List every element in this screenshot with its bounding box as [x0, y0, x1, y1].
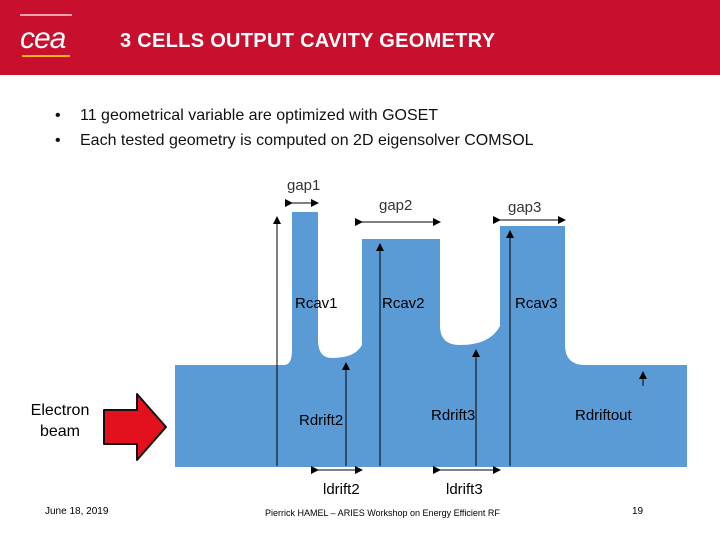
bullet-dot: • [55, 132, 61, 149]
footer-date: June 18, 2019 [45, 506, 109, 517]
bullet-text: 11 geometrical variable are optimized with GOSET [80, 107, 439, 124]
ldrift3-label: ldrift3 [446, 481, 483, 498]
rdrift2-label: Rdrift2 [299, 412, 344, 429]
rcav2-label: Rcav2 [382, 295, 425, 312]
bullet-text: Each tested geometry is computed on 2D eigensolver COMSOL [80, 132, 534, 149]
cavity-body [175, 212, 687, 467]
slide-title: 3 CELLS OUTPUT CAVITY GEOMETRY [120, 30, 496, 52]
bullet-dot: • [55, 107, 61, 124]
rdriftout-label: Rdriftout [575, 407, 632, 424]
page-number: 19 [632, 506, 644, 517]
electron-beam-arrow [104, 394, 166, 460]
rdrift3-label: Rdrift3 [431, 407, 476, 424]
gap1-label: gap1 [287, 177, 321, 194]
ldrift2-label: ldrift2 [323, 481, 360, 498]
gap2-label: gap2 [379, 197, 413, 214]
gap3-label: gap3 [508, 199, 542, 216]
rcav1-label: Rcav1 [295, 295, 338, 312]
footer-presenter: Pierrick HAMEL – ARIES Workshop on Energy Efficient RF [265, 508, 500, 518]
electron-beam-label: Electron beam [30, 402, 90, 440]
rcav3-label: Rcav3 [515, 295, 558, 312]
cea-logo: cea [20, 22, 66, 55]
